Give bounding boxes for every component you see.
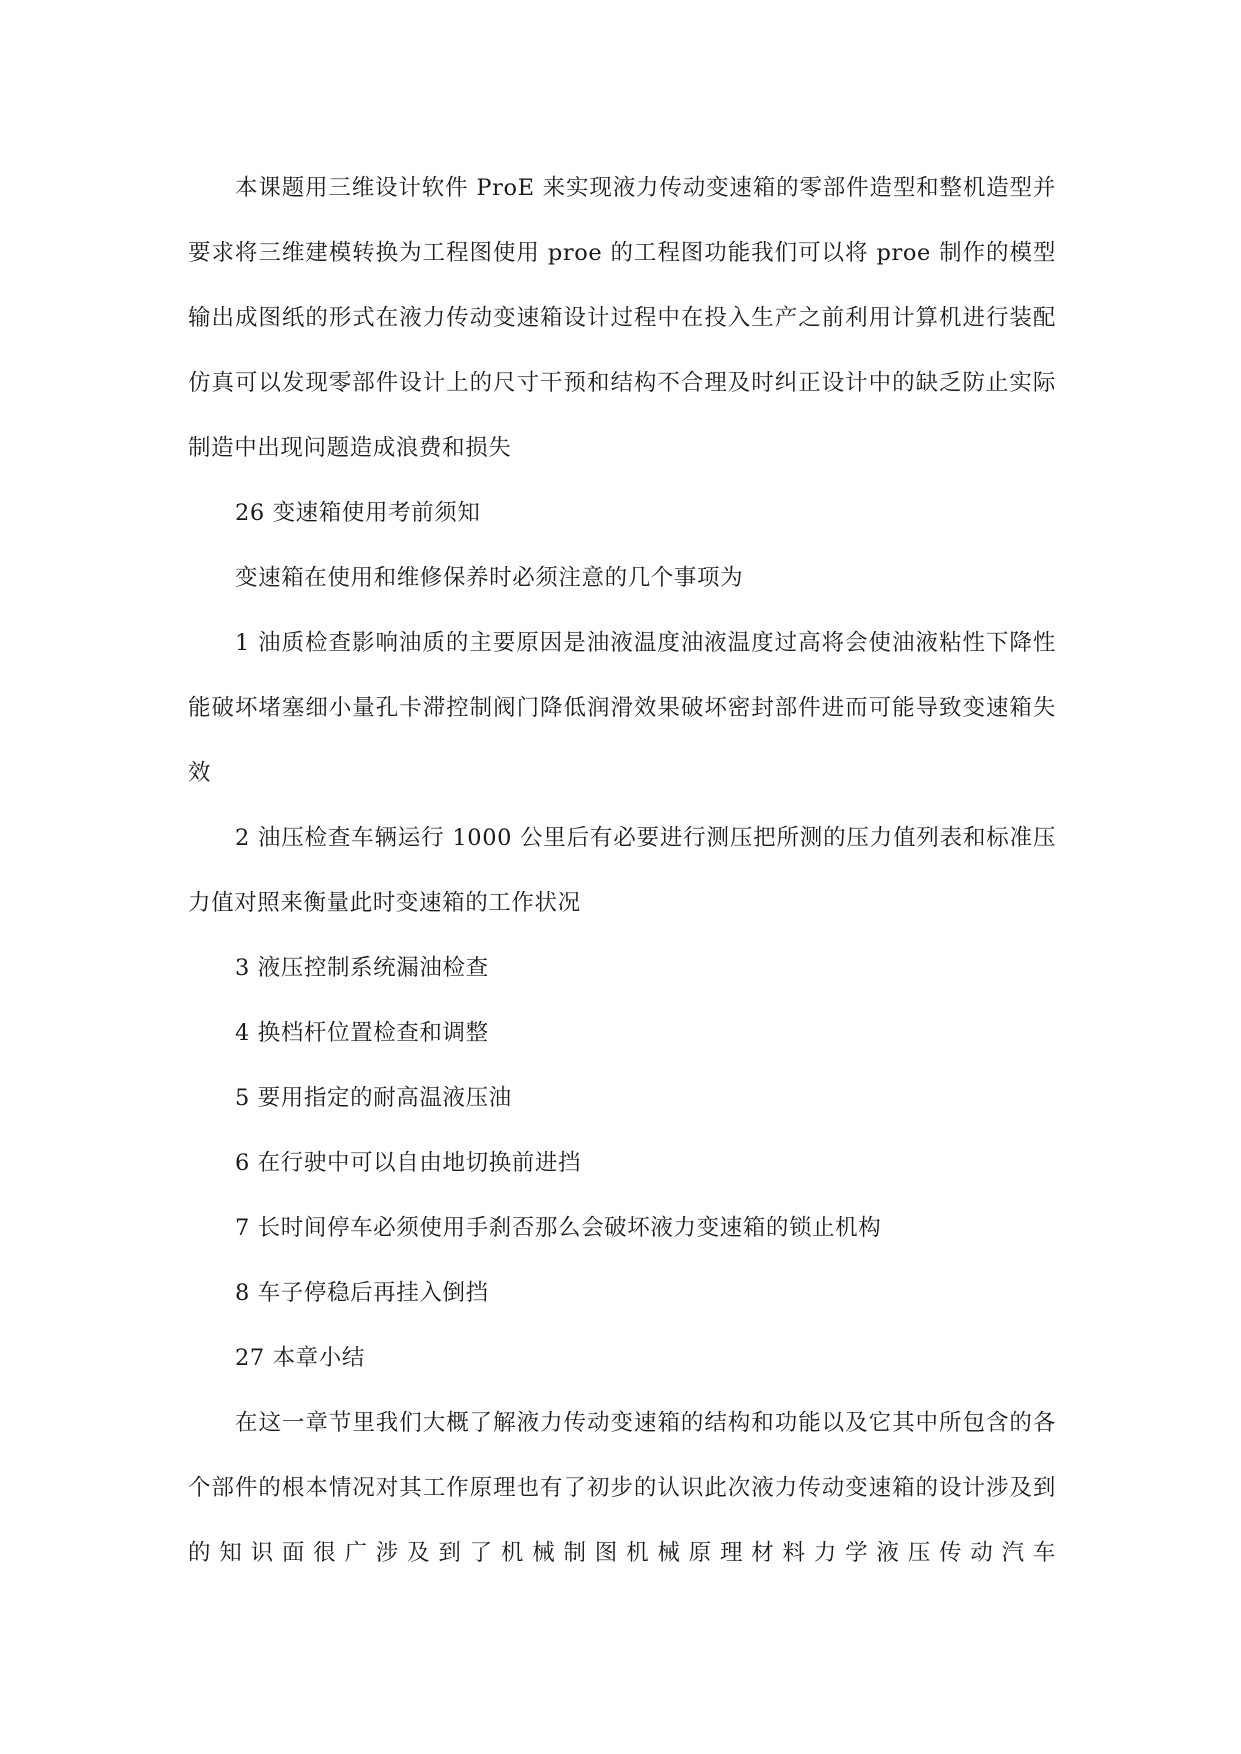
document-body xyxy=(188,156,1056,1586)
list-item-forward-gear: 6 在行驶中可以自由地切换前进挡 xyxy=(235,1150,582,1176)
paragraph-chapter-summary: 在这一章节里我们大概了解液力传动变速箱的结构和功能以及它其中所包含的各个部件的根本情况对其工作原理也有了初步的认识此次液力传动变速箱的设计涉及到的知识面很广涉及到了机械制图机械原理材料力学液压传动汽车 xyxy=(188,1410,1056,1566)
list-item-oil-quality: 1 油质检查影响油质的主要原因是油液温度油液温度过高将会使油液粘性下降性能破坏堵塞细小量孔卡滞控制阀门降低润滑效果破坏密封部件进而可能导致变速箱失效 xyxy=(188,630,1056,786)
list-item-reverse-gear: 8 车子停稳后再挂入倒挡 xyxy=(235,1280,489,1306)
list-item-shift-lever: 4 换档杆位置检查和调整 xyxy=(235,1020,489,1046)
paragraph-precautions-intro: 变速箱在使用和维修保养时必须注意的几个事项为 xyxy=(235,565,744,591)
list-item-handbrake: 7 长时间停车必须使用手刹否那么会破坏液力变速箱的锁止机构 xyxy=(235,1215,882,1241)
section-heading-2-6: 26 变速箱使用考前须知 xyxy=(235,500,481,526)
list-item-oil-pressure: 2 油压检查车辆运行 1000 公里后有必要进行测压把所测的压力值列表和标准压力值对照来衡量此时变速箱的工作状况 xyxy=(188,825,1056,916)
list-item-hydraulic-oil: 5 要用指定的耐高温液压油 xyxy=(235,1085,512,1111)
section-heading-2-7: 27 本章小结 xyxy=(235,1345,365,1371)
list-item-leak-check: 3 液压控制系统漏油检查 xyxy=(235,955,489,981)
paragraph-proe-design: 本课题用三维设计软件 ProE 来实现液力传动变速箱的零部件造型和整机造型并要求将三维建模转换为工程图使用 proe 的工程图功能我们可以将 proe 制作的模型输出成图纸的形式在液力传动变速箱设计过程中在投入生产之前利用计算机进行装配仿真可以发现零部件设计上的尺寸干预和结构不合理及时纠正设计中的缺乏防止实际制造中出现问题造成浪费和损失 xyxy=(188,175,1056,461)
